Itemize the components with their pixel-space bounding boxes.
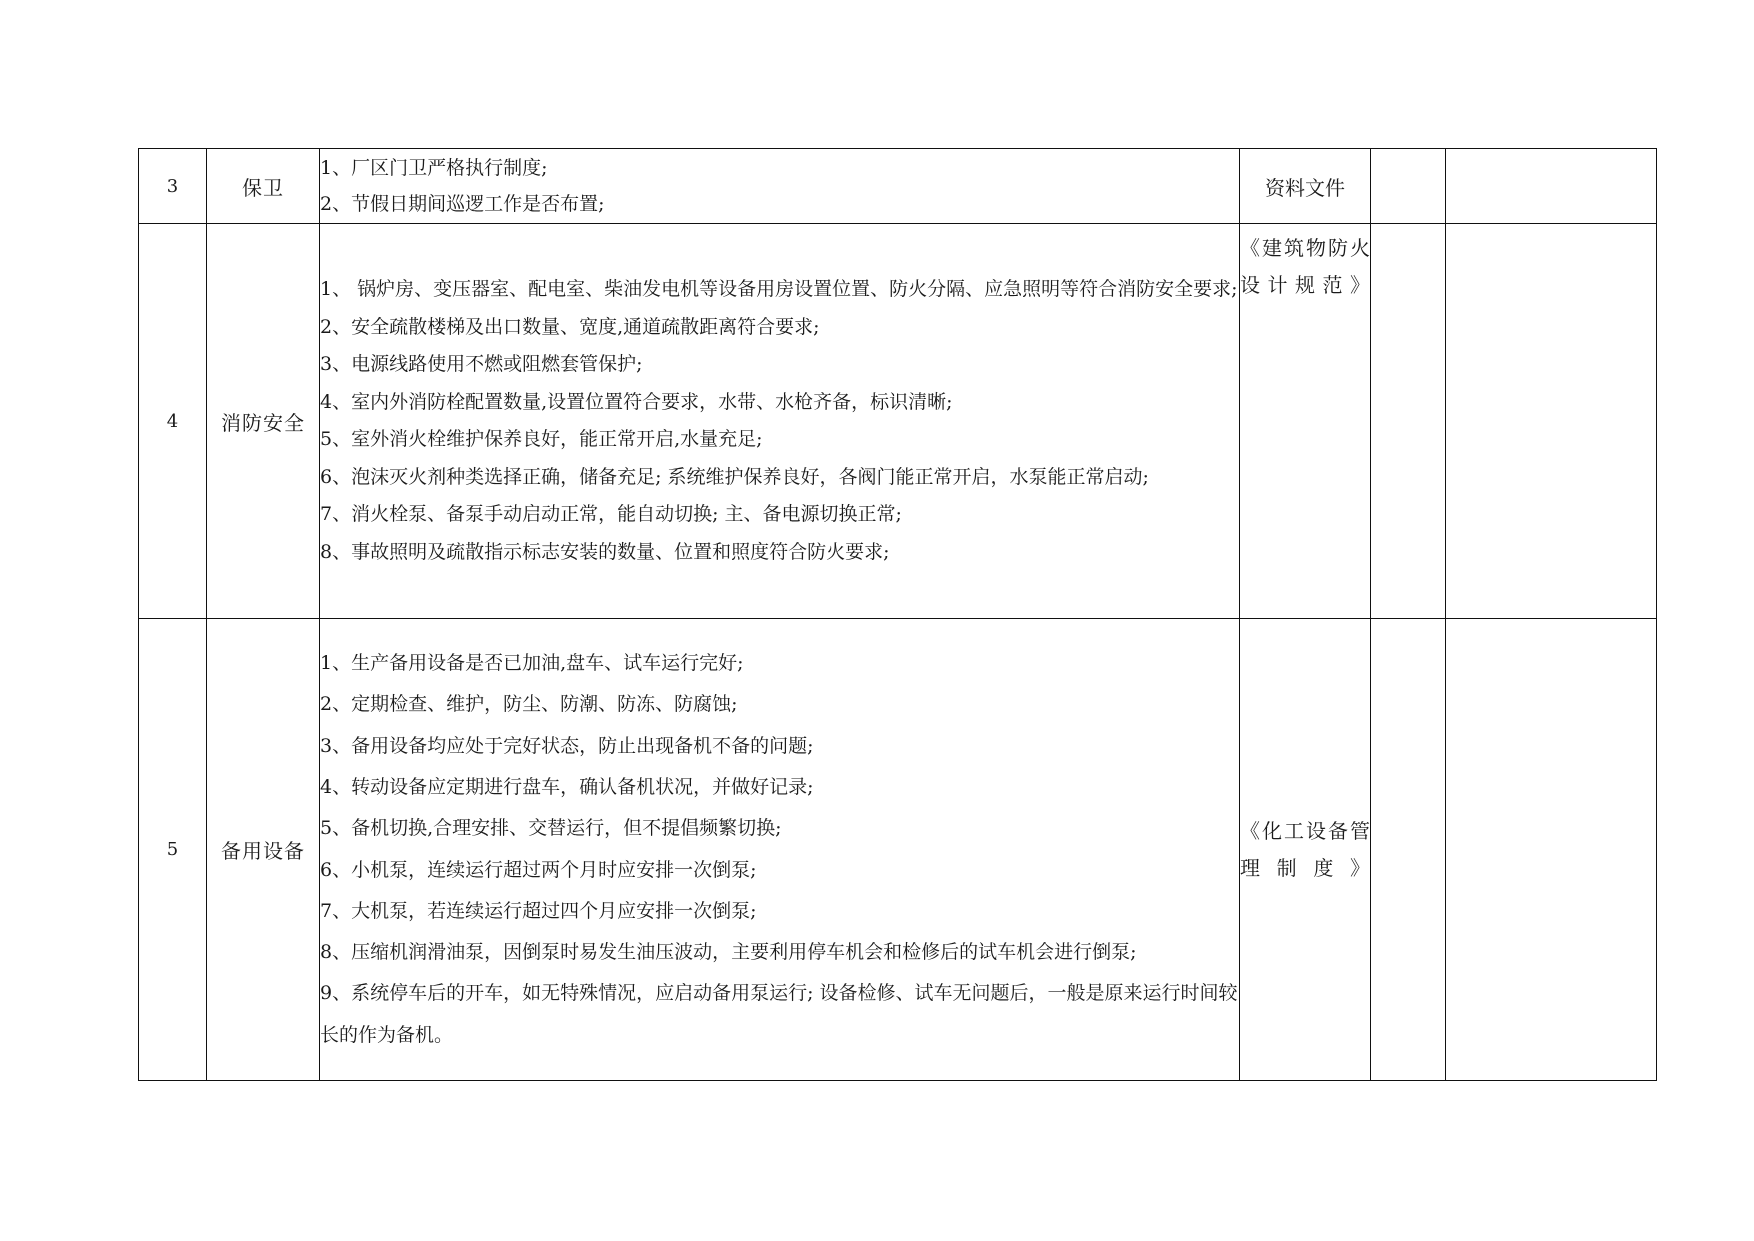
row-reference: 资料文件	[1240, 149, 1371, 224]
table-row	[139, 224, 1657, 619]
list-item: 4、室内外消防栓配置数量,设置位置符合要求，水带、水枪齐备，标识清晰;	[320, 390, 953, 413]
list-item: 4、转动设备应定期进行盘车，确认备机状况，并做好记录;	[320, 775, 814, 798]
row-items	[320, 149, 1240, 224]
list-item: 6、泡沫灭火剂种类选择正确，储备充足; 系统维护保养良好，各阀门能正常开启，水泵能正常启动;	[320, 465, 1149, 488]
empty-cell	[1446, 149, 1657, 224]
list-item: 1、 锅炉房、变压器室、配电室、柴油发电机等设备用房设置位置、防火分隔、应急照明等符合消防安全要求;	[320, 278, 1238, 300]
empty-cell	[1371, 149, 1446, 224]
list-item: 3、备用设备均应处于完好状态，防止出现备机不备的问题;	[320, 734, 814, 757]
list-item: 8、事故照明及疏散指示标志安装的数量、位置和照度符合防火要求;	[320, 540, 890, 563]
empty-cell	[1446, 619, 1657, 1081]
list-item: 6、小机泵，连续运行超过两个月时应安排一次倒泵;	[320, 858, 757, 881]
list-item: 2、节假日期间巡逻工作是否布置;	[320, 193, 605, 215]
reference-text: 《化工设备管理制度》	[1240, 818, 1370, 880]
row-items	[320, 224, 1240, 619]
row-reference	[1240, 224, 1371, 619]
empty-cell	[1371, 224, 1446, 619]
row-category: 保卫	[207, 149, 320, 224]
list-item: 2、定期检查、维护，防尘、防潮、防冻、防腐蚀;	[320, 693, 738, 716]
list-item: 7、大机泵，若连续运行超过四个月应安排一次倒泵;	[320, 899, 757, 922]
inspection-table	[138, 148, 1657, 1081]
list-item: 7、消火栓泵、备泵手动启动正常，能自动切换; 主、备电源切换正常;	[320, 503, 902, 525]
list-item: 1、生产备用设备是否已加油,盘车、试车运行完好;	[320, 652, 744, 675]
row-items	[320, 619, 1240, 1081]
table-row	[139, 619, 1657, 1081]
list-item: 5、备机切换,合理安排、交替运行，但不提倡频繁切换;	[320, 817, 782, 840]
row-category: 备用设备	[207, 619, 320, 1081]
row-number: 4	[139, 224, 207, 619]
list-item: 2、安全疏散楼梯及出口数量、宽度,通道疏散距离符合要求;	[320, 315, 820, 338]
reference-text: 《建筑物防火设计规范》	[1240, 236, 1370, 297]
row-reference	[1240, 619, 1371, 1081]
list-item: 3、电源线路使用不燃或阻燃套管保护;	[320, 353, 643, 375]
list-item: 5、室外消火栓维护保养良好，能正常开启,水量充足;	[320, 428, 763, 450]
row-category: 消防安全	[207, 224, 320, 619]
empty-cell	[1446, 224, 1657, 619]
list-item: 8、压缩机润滑油泵，因倒泵时易发生油压波动，主要利用停车机会和检修后的试车机会进行倒泵;	[320, 941, 1137, 964]
table-row	[139, 149, 1657, 224]
list-item: 1、厂区门卫严格执行制度;	[320, 157, 548, 179]
list-item: 9、系统停车后的开车，如无特殊情况，应启动备用泵运行; 设备检修、试车无问题后，一般是原来运行时间较长的作为备机。	[320, 982, 1238, 1046]
row-number: 3	[139, 149, 207, 224]
row-number: 5	[139, 619, 207, 1081]
empty-cell	[1371, 619, 1446, 1081]
